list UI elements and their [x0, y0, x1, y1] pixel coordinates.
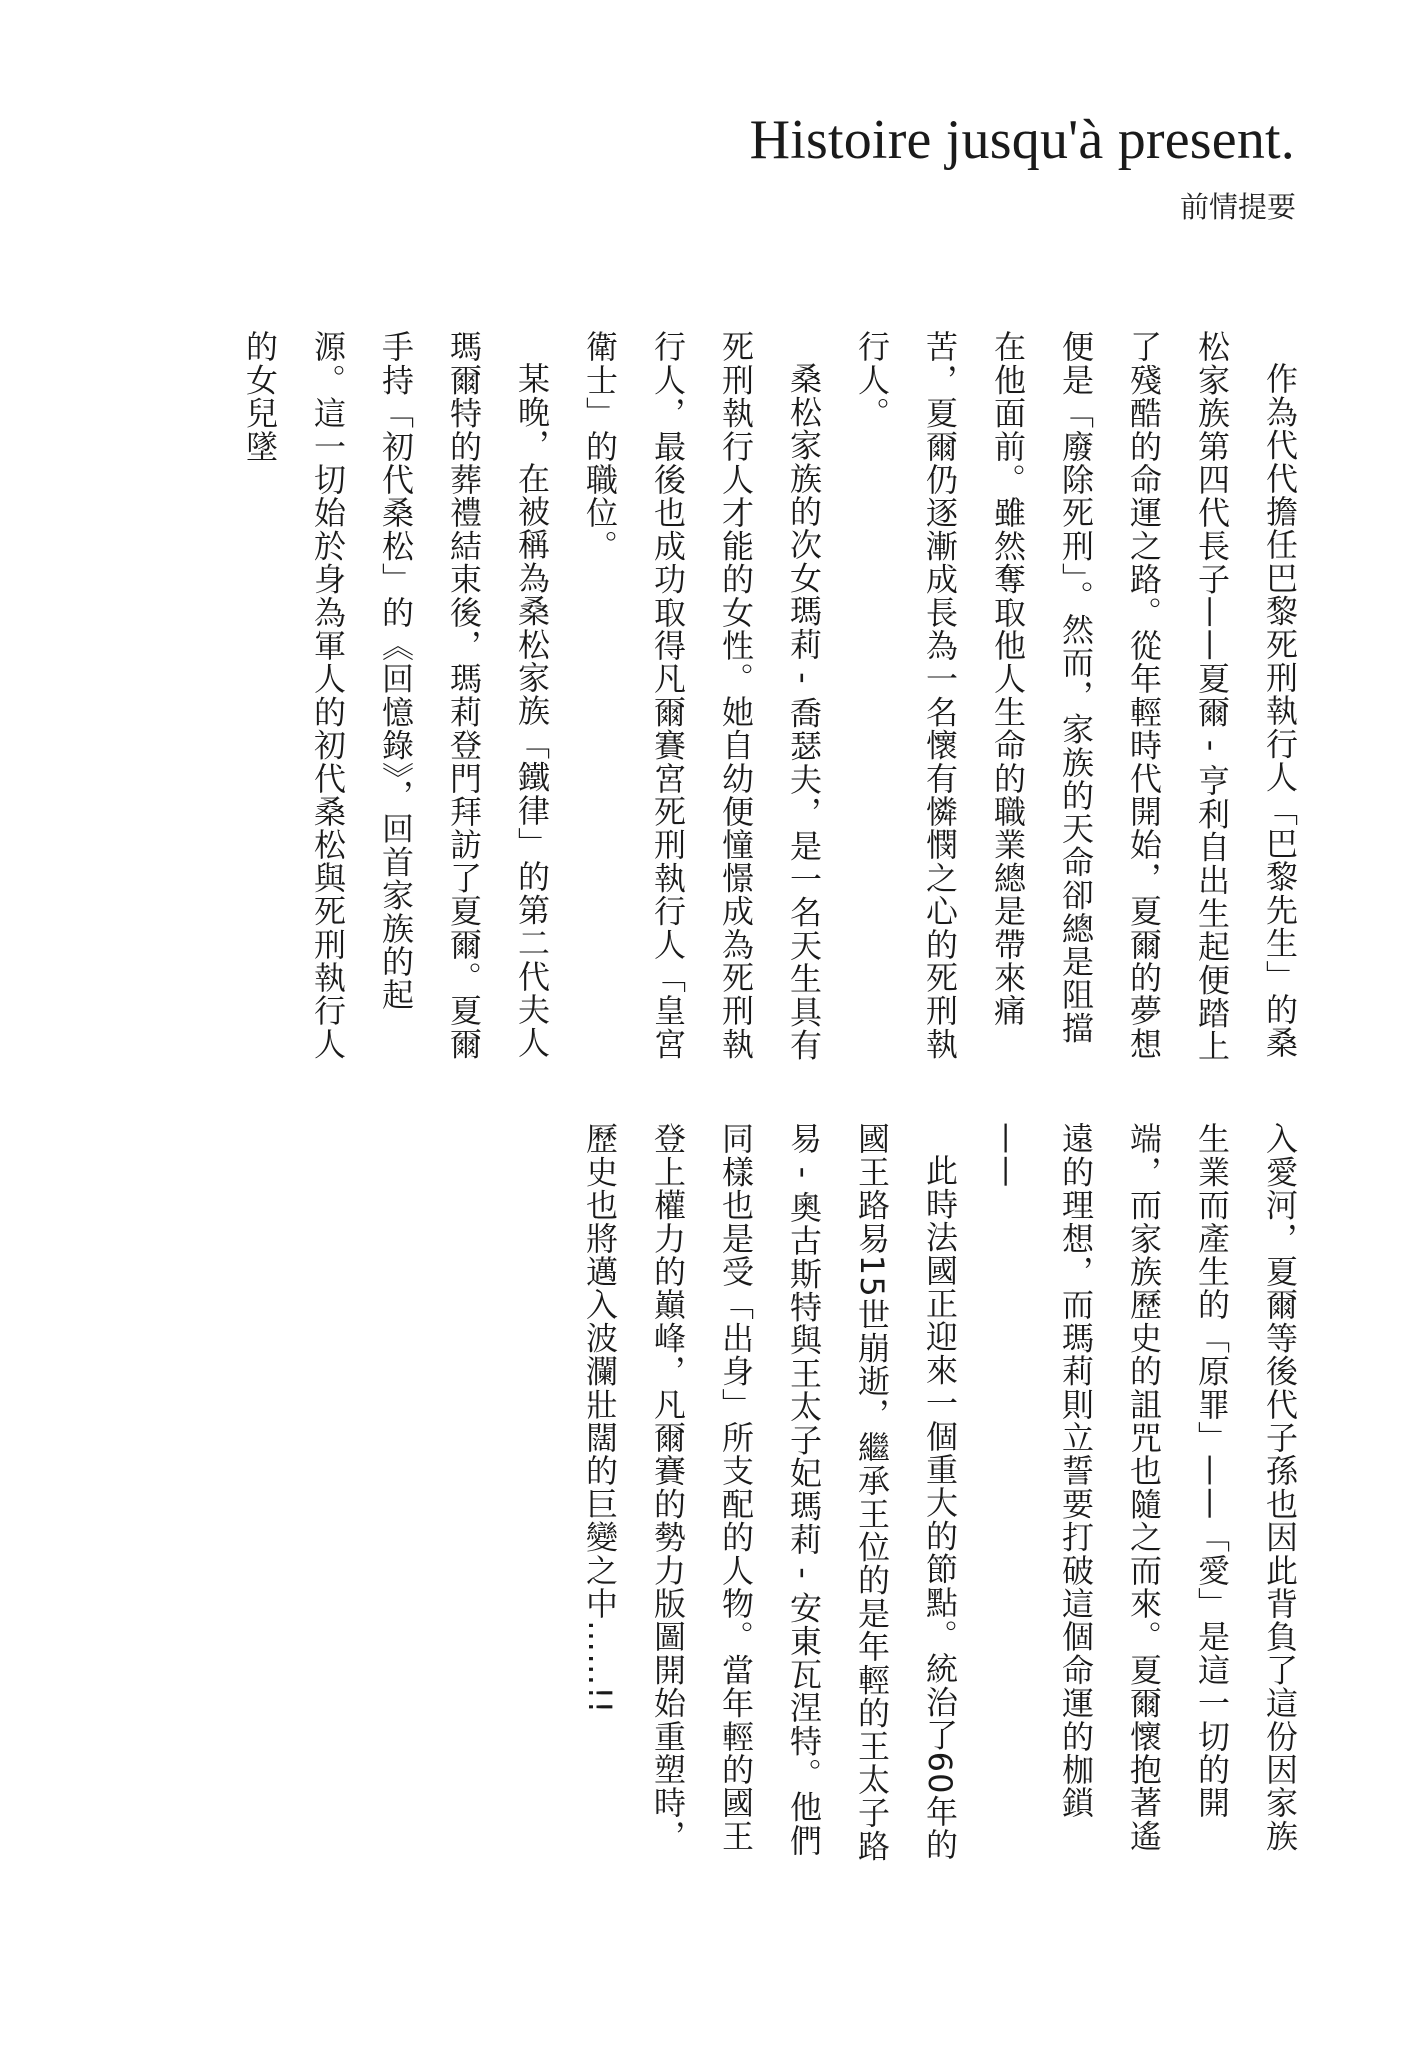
paragraph: 桑松家族的次女瑪莉 - 喬瑟夫，是一名天生具有死刑執行人才能的女性。她自幼便憧憬成為死刑執行人，最後也成功取得凡爾賽宮死刑執行人「皇宮衛士」的職位。	[581, 330, 823, 1062]
paragraph: 此時法國正迎來一個重大的節點。統治了60年的國王路易15世崩逝，繼承王位的是年輕的王太子路易 - 奧古斯特與王太子妃瑪莉 - 安東瓦涅特。他們同樣也是受「出身」所支配的人物。當年輕的國王登上權力的巔峰，凡爾賽的勢力版圖開始重塑時，歷史也將邁入波瀾壯闊的巨變之中……!!	[581, 1122, 959, 1863]
synopsis-bottom-tier	[566, 1122, 1314, 1867]
synopsis-top-tier	[226, 330, 1314, 1075]
page-title: Histoire jusqu'à present.	[749, 109, 1295, 171]
paragraph: 某晚，在被稱為桑松家族「鐵律」的第二代夫人瑪爾特的葬禮結束後，瑪莉登門拜訪了夏爾。夏爾手持「初代桑松」的《回憶錄》，回首家族的起源。這一切始於身為軍人的初代桑松與死刑執行人的女兒墜	[241, 330, 551, 1061]
page-subtitle: 前情提要	[1179, 190, 1296, 224]
paragraph: 入愛河，夏爾等後代子孫也因此背負了這份因家族生業而產生的「原罪」——「愛」是這一切的開端，而家族歷史的詛咒也隨之而來。夏爾懷抱著遙遠的理想，而瑪莉則立誓要打破這個命運的枷鎖——	[989, 1122, 1299, 1853]
paragraph: 作為代代擔任巴黎死刑執行人「巴黎先生」的桑松家族第四代長子——夏爾 - 亨利自出生起便踏上了殘酷的命運之路。從年輕時代開始，夏爾的夢想便是「廢除死刑」。然而，家族的天命卻總是阻擋在他面前。雖然奪取他人生命的職業總是帶來痛苦，夏爾仍逐漸成長為一名懷有憐憫之心的死刑執行人。	[853, 330, 1299, 1063]
